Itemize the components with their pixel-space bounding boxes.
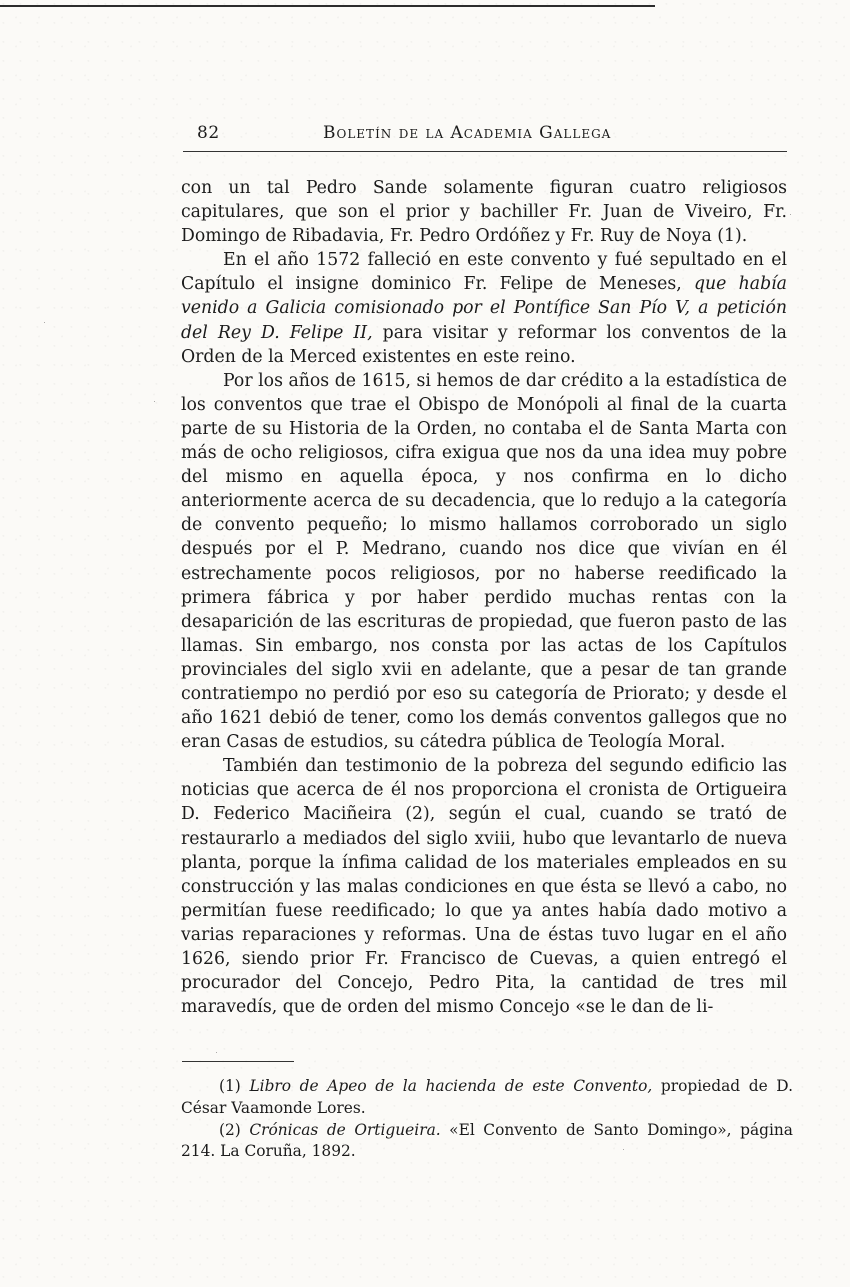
- footnotes: [181, 1076, 793, 1163]
- footnote-2: [181, 1120, 793, 1164]
- scan-speck: [623, 1149, 624, 1150]
- running-title: Boletín de la Academia Gallega: [323, 123, 612, 143]
- body-paragraph-3-start: Por los años de 1615, si hemos de dar crédito a la estadística de los conventos que trae el Obispo de Monópoli al final de la cuarta parte de su: [181, 370, 787, 439]
- footnote-1-marker: (1): [219, 1077, 241, 1095]
- body-paragraph-2-end: para visitar y reformar los conventos de la Orden de la Merced existentes en este reino.: [181, 322, 787, 367]
- body-paragraph-3-title: Historia: [288, 418, 360, 439]
- footnote-2-title: Crónicas de Ortigueira.: [249, 1120, 441, 1139]
- footnote-1-rest: propiedad de D. César Vaamonde Lores.: [181, 1077, 793, 1117]
- scan-speck: [216, 1052, 217, 1053]
- body-paragraph-3: [181, 369, 787, 755]
- header-divider: [183, 151, 787, 152]
- footnote-2-marker: (2): [219, 1120, 241, 1139]
- body-paragraph-2-italic: que había venido a Galicia comisionado por el Pontífice San Pío V, a petición del Rey D. Felipe II,: [181, 274, 787, 343]
- top-scan-rule: [0, 5, 655, 7]
- body-paragraph-1: con un tal Pedro Sande solamente figuran cuatro religiosos capitulares, que son el prior y bachiller Fr. Juan de Viveiro, Fr. Domingo de Ribadavia, Fr. Pedro Ordóñez y Fr. Ruy de Noya (1).: [181, 178, 787, 247]
- body-paragraph-2-start: En el año 1572 falleció en este convento y fué sepultado en el Capítulo el insigne dominico Fr. Felipe de Meneses,: [181, 250, 787, 295]
- footnote-divider: [182, 1061, 294, 1062]
- main-body-text: [181, 176, 787, 1019]
- scan-speck: [44, 322, 45, 323]
- body-paragraph-2: [181, 248, 787, 368]
- page-number: 82: [197, 123, 220, 143]
- body-paragraph-3-end: de la Orden, no contaba el de Santa Marta con más de ocho religiosos, cifra exigua que nos da una idea muy pobre del mismo en aquella época, y nos confirma en lo dicho anteriormente acerca de su decadencia, que lo redujo a la categoría de convento pequeño; lo mismo hallamos corroborado un siglo después por el P. Medrano, cuando nos dice que vivían en él estrechamente pocos religiosos, por no haberse reedificado la primera fábrica y por haber perdido muchas rentas con la desaparición de las escrituras de propiedad, que fueron pasto de las llamas. Sin embargo, nos consta por las actas de los Capítulos provinciales del siglo xvii en adelante, que a pesar de tan grande contratiempo no perdió por eso su categoría de Priorato; y desde el año 1621 debió de tener, como los demás conventos gallegos que no eran Casas de estudios, su cátedra pública de Teología Moral.: [181, 418, 787, 753]
- footnote-2-rest: «El Convento de Santo Domingo», página 214. La Coruña, 1892.: [181, 1120, 793, 1161]
- footnote-1: [181, 1076, 793, 1120]
- scan-speck: [154, 401, 155, 402]
- footnote-1-title: Libro de Apeo de la hacienda de este Convento,: [249, 1077, 653, 1095]
- body-paragraph-4: También dan testimonio de la pobreza del segundo edificio las noticias que acerca de él nos proporciona el cronista de Ortigueira D. Federico Maciñeira (2), según el cual, cuando se trató de restaurarlo a mediados del siglo xviii, hubo que levantarlo de nueva planta, porque la ínfima calidad de los materiales empleados en su construcción y las malas condiciones en que ésta se llevó a cabo, no permitían fuese reedificado; lo que ya antes había dado motivo a varias reparaciones y reformas. Una de éstas tuvo lugar en el año 1626, siendo prior Fr. Francisco de Cuevas, a quien entregó el procurador del Concejo, Pedro Pita, la cantidad de tres mil maravedís, que de orden del mismo Concejo «se le dan de li-: [181, 756, 787, 1018]
- scan-speck: [790, 214, 791, 215]
- page-header: [183, 123, 783, 151]
